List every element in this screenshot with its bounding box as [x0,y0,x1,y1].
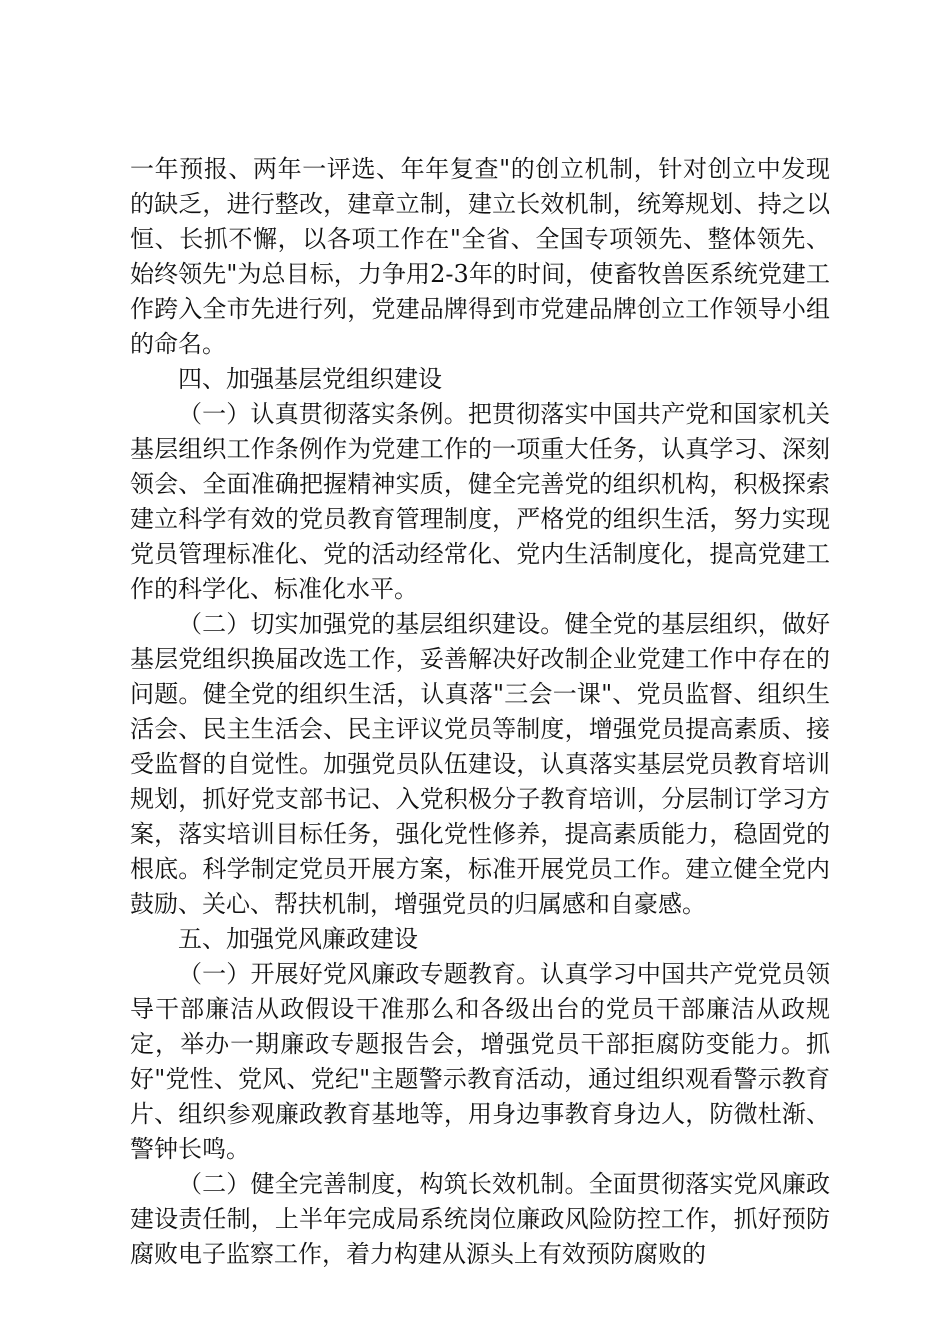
paragraph-continuation: 一年预报、两年一评选、年年复查"的创立机制，针对创立中发现的缺乏，进行整改，建章立制，建立长效机制，统筹规划、持之以恒、长抓不懈，以各项工作在"全省、全国专项领先、整体领先、始终领先"为总目标，力争用2-3年的时间，使畜牧兽医系统党建工作跨入全市先进行列，党建品牌得到市党建品牌创立工作领导小组的命名。 [130,155,830,358]
paragraph-item-5-2: （二）健全完善制度，构筑长效机制。全面贯彻落实党风廉政建设责任制，上半年完成局系统岗位廉政风险防控工作，抓好预防腐败电子监察工作，着力构建从源头上有效预防腐败的 [130,1170,830,1268]
paragraph-item-4-2: （二）切实加强党的基层组织建设。健全党的基层组织，做好基层党组织换届改选工作，妥善解决好改制企业党建工作中存在的问题。健全党的组织生活，认真落"三会一课"、党员监督、组织生活会、民主生活会、民主评议党员等制度，增强党员提高素质、接受监督的自觉性。加强党员队伍建设，认真落实基层党员教育培训规划，抓好党支部书记、入党积极分子教育培训，分层制订学习方案，落实培训目标任务，强化党性修养，提高素质能力，稳固党的根底。科学制定党员开展方案，标准开展党员工作。建立健全党内鼓励、关心、帮扶机制，增强党员的归属感和自豪感。 [130,610,830,918]
section-heading-four: 四、加强基层党组织建设 [178,365,442,393]
section-heading-five: 五、加强党风廉政建设 [178,925,418,953]
paragraph-item-4-1: （一）认真贯彻落实条例。把贯彻落实中国共产党和国家机关基层组织工作条例作为党建工作的一项重大任务，认真学习、深刻领会、全面准确把握精神实质，健全完善党的组织机构，积极探索建立科学有效的党员教育管理制度，严格党的组织生活，努力实现党员管理标准化、党的活动经常化、党内生活制度化，提高党建工作的科学化、标准化水平。 [130,400,830,603]
paragraph-item-5-1: （一）开展好党风廉政专题教育。认真学习中国共产党党员领导干部廉洁从政假设干准那么和各级出台的党员干部廉洁从政规定，举办一期廉政专题报告会，增强党员干部拒腐防变能力。抓好"党性、党风、党纪"主题警示教育活动，通过组织观看警示教育片、组织参观廉政教育基地等，用身边事教育身边人，防微杜渐、警钟长鸣。 [130,960,830,1163]
document-body [130,152,830,1272]
